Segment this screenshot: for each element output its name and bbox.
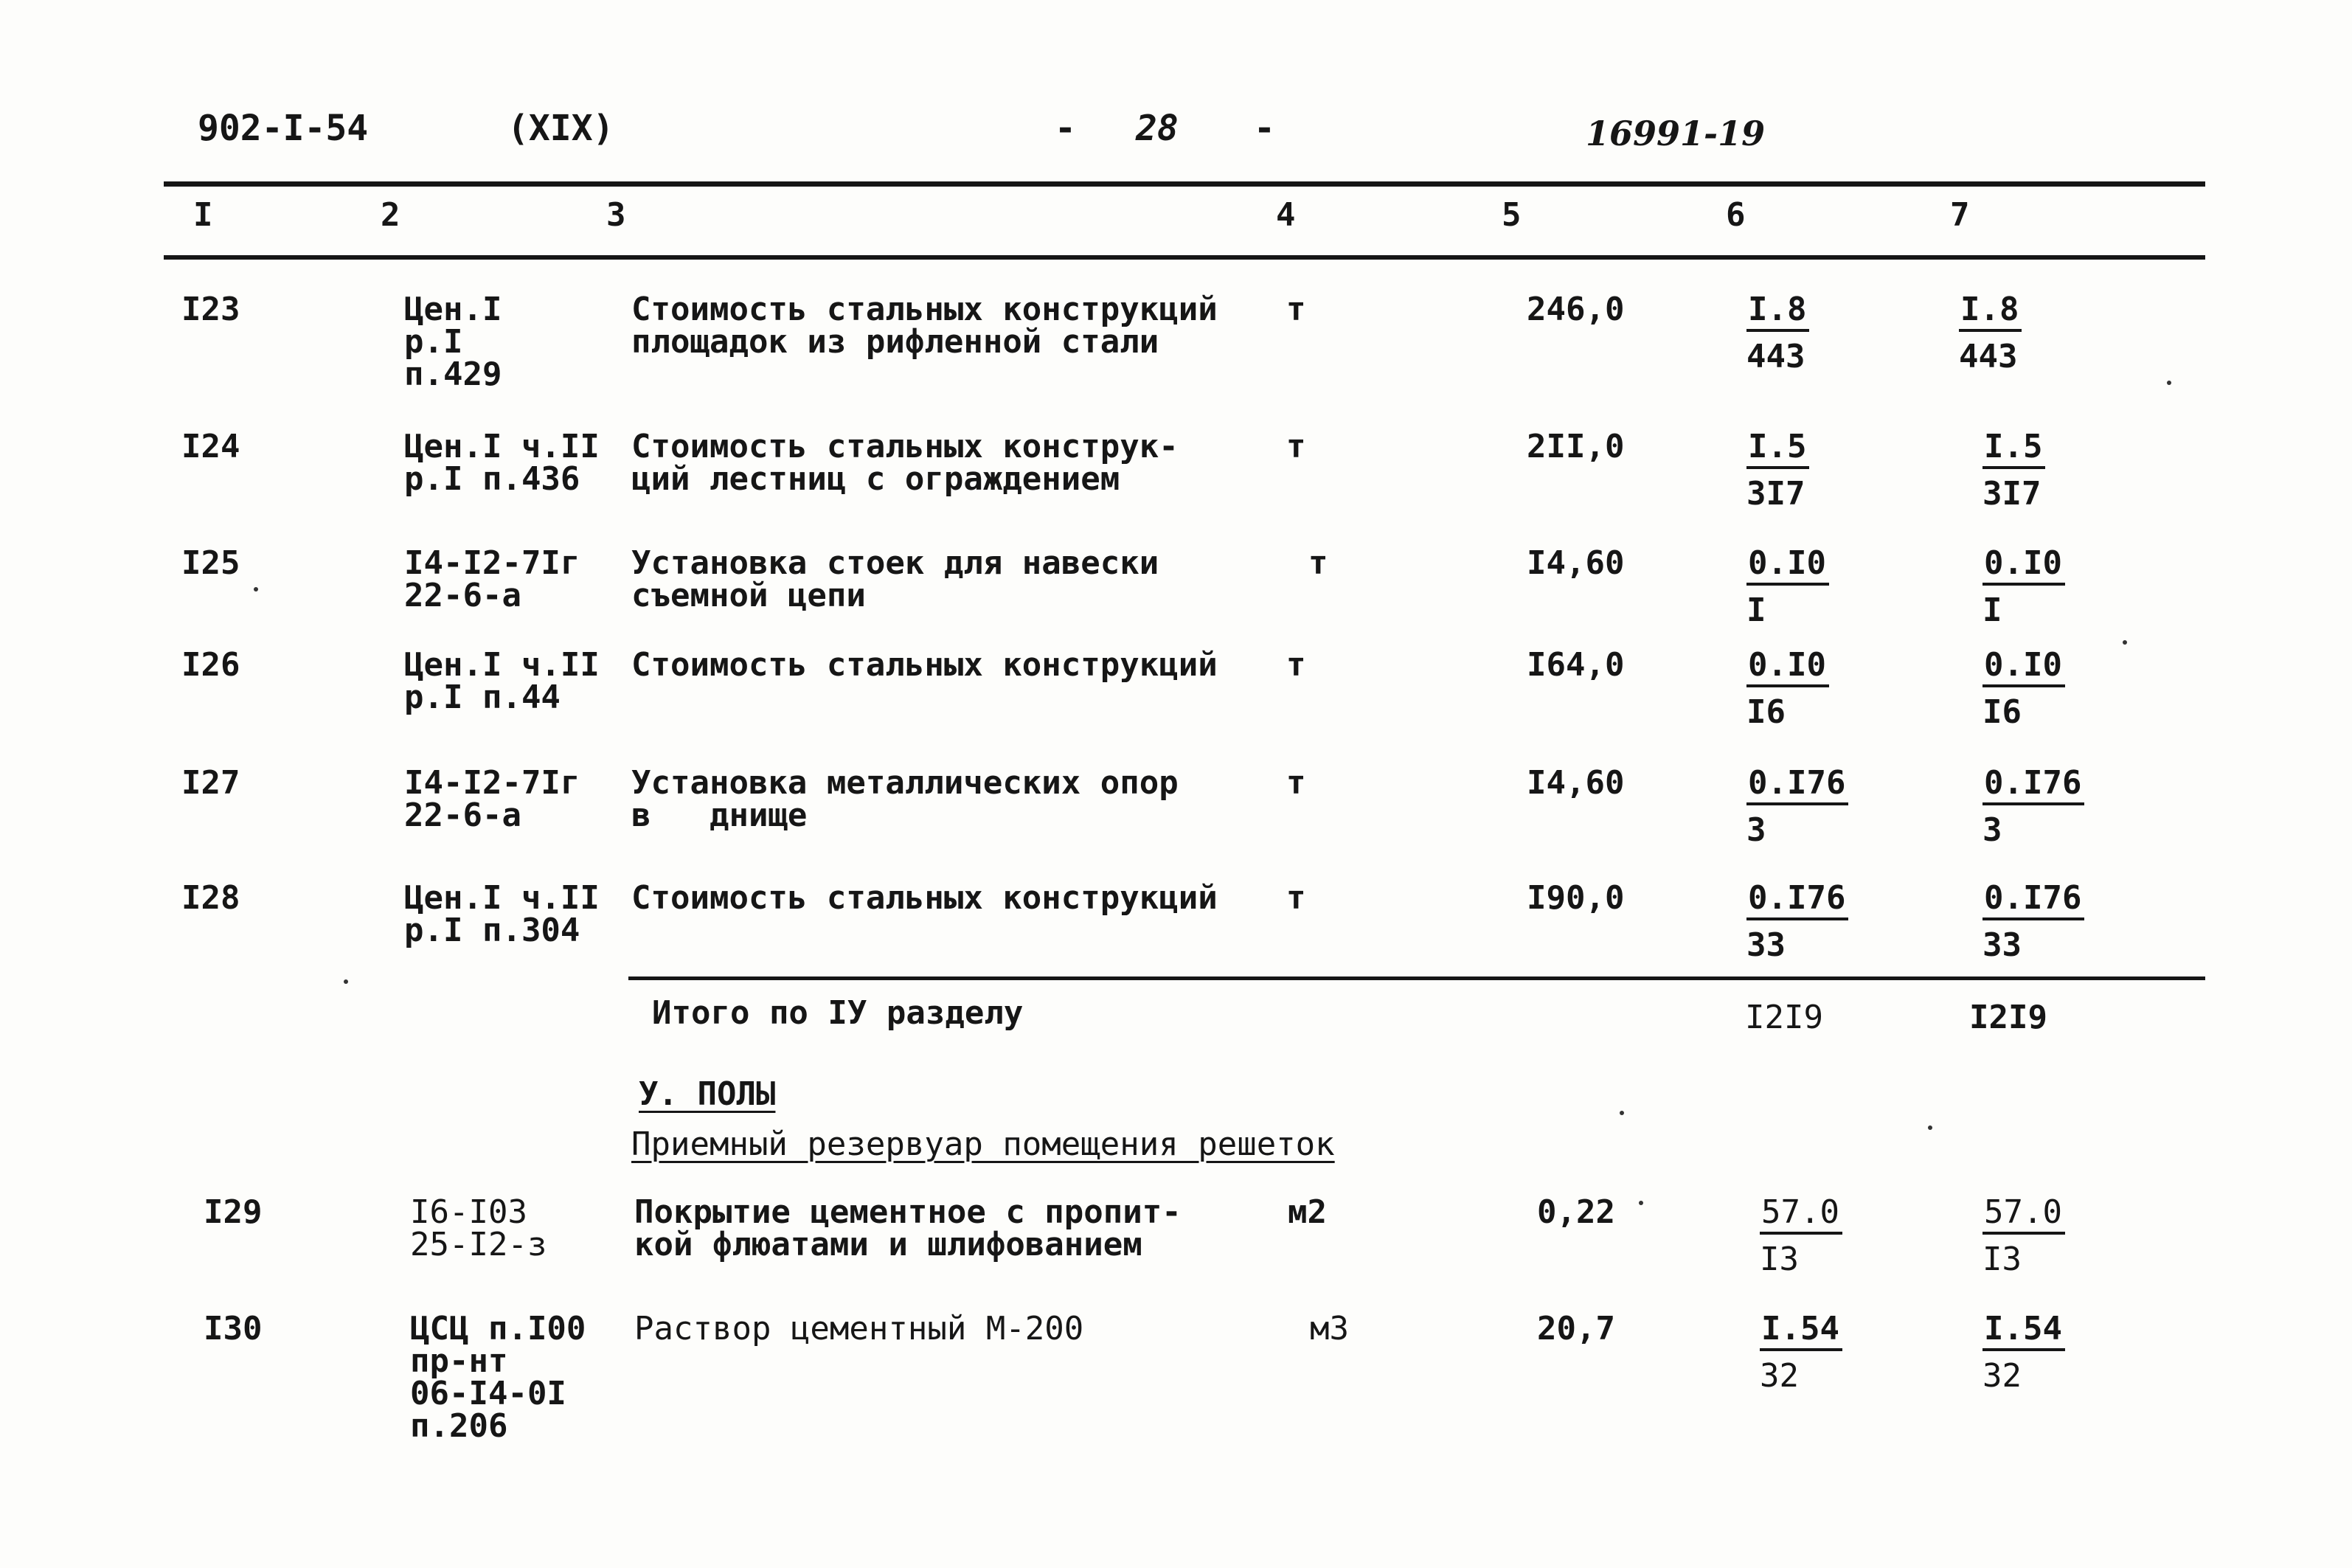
unit: т [1308, 544, 1328, 582]
page-number-dash-right: - [1254, 108, 1275, 149]
quantity: 0,22 [1537, 1193, 1615, 1231]
scan-speck [1928, 1125, 1932, 1130]
total-cost-fraction [1982, 428, 2045, 513]
column-number-2: 2 [381, 196, 400, 234]
fraction-bottom: 3I7 [1982, 475, 2041, 513]
unit-cost-fraction [1760, 1310, 1842, 1395]
fraction-bottom: I6 [1982, 693, 2022, 731]
unit: м2 [1288, 1193, 1327, 1231]
table-top-rule [164, 181, 2205, 187]
fraction-top: I.54 [1760, 1313, 1842, 1351]
quantity: I4,60 [1527, 764, 1625, 802]
fraction-top: 0.I0 [1746, 547, 1829, 586]
quantity: I64,0 [1527, 646, 1625, 684]
total-cost-fraction [1982, 879, 2084, 964]
unit: т [1286, 646, 1306, 684]
row-number: I27 [181, 764, 240, 802]
column-number-3: 3 [606, 196, 626, 234]
fraction-bottom: 3 [1746, 811, 1766, 849]
fraction-top: 57.0 [1982, 1196, 2065, 1235]
unit: т [1286, 428, 1306, 465]
scan-speck [1639, 1201, 1643, 1205]
scan-speck [344, 979, 348, 984]
fraction-top: 0.I76 [1982, 767, 2084, 805]
fraction-bottom: 3I7 [1746, 475, 1805, 513]
unit: т [1286, 879, 1306, 917]
fraction-top: I.8 [1746, 294, 1809, 332]
page-number-dash-left: - [1055, 108, 1076, 149]
work-description: Стоимость стальных конструкций [631, 879, 1218, 917]
norm-code: Цен.I ч.II р.I п.44 [404, 646, 600, 716]
row-number: I25 [181, 544, 240, 582]
scan-speck [2123, 640, 2127, 645]
scan-speck [2167, 381, 2171, 385]
norm-code: I4-I2-7Iг 22-6-а [404, 764, 580, 834]
column-number-1: I [193, 196, 213, 234]
fraction-bottom: I3 [1982, 1241, 2022, 1278]
fraction-top: 0.I0 [1982, 547, 2065, 586]
work-description: Стоимость стальных конструкций площадок из рифленной стали [631, 291, 1218, 361]
section-title: У. ПОЛЫ [639, 1075, 776, 1113]
fraction-bottom: 33 [1982, 926, 2022, 964]
volume-number: (XIX) [507, 108, 614, 149]
section-total-cost: I2I9 [1969, 999, 2047, 1036]
unit-cost-fraction [1746, 646, 1829, 731]
fraction-top: 0.I76 [1982, 882, 2084, 920]
work-description: Стоимость стальных конструкций [631, 646, 1218, 684]
unit-cost-fraction [1760, 1193, 1842, 1278]
fraction-bottom: 443 [1746, 338, 1805, 375]
norm-code: Цен.I ч.II р.I п.436 [404, 428, 600, 498]
fraction-top: I.54 [1982, 1313, 2065, 1351]
norm-code: I4-I2-7Iг 22-6-а [404, 544, 580, 614]
norm-code: Цен.I р.I п.429 [404, 291, 502, 393]
fraction-bottom: 32 [1982, 1357, 2022, 1395]
quantity: I4,60 [1527, 544, 1625, 582]
total-cost-fraction [1982, 544, 2065, 629]
fraction-top: 57.0 [1760, 1196, 1842, 1235]
total-cost-fraction [1982, 764, 2084, 849]
unit-cost-fraction [1746, 428, 1809, 513]
quantity: 2II,0 [1527, 428, 1625, 465]
work-description: Стоимость стальных конструк- ций лестниц с ограждением [631, 428, 1179, 498]
total-cost-fraction [1959, 291, 2022, 375]
fraction-top: 0.I76 [1746, 767, 1848, 805]
row-number: I29 [204, 1193, 263, 1231]
norm-code: I6-I03 25-I2-з [410, 1193, 547, 1263]
work-description: Установка металлических опор в днище [631, 764, 1179, 834]
fraction-bottom: I [1982, 592, 2002, 629]
row-number: I24 [181, 428, 240, 465]
document-code: 902-I-54 [198, 108, 369, 149]
fraction-top: 0.I76 [1746, 882, 1848, 920]
row-number: I26 [181, 646, 240, 684]
unit-cost-fraction [1746, 764, 1848, 849]
fraction-bottom: I3 [1760, 1241, 1799, 1278]
section-total-unit-cost: I2I9 [1745, 999, 1823, 1036]
unit-cost-fraction [1746, 879, 1848, 964]
fraction-bottom: 33 [1746, 926, 1786, 964]
fraction-bottom: 443 [1959, 338, 2018, 375]
column-number-7: 7 [1950, 196, 1970, 234]
unit: м3 [1310, 1310, 1349, 1347]
unit-cost-fraction [1746, 544, 1829, 629]
fraction-bottom: 32 [1760, 1357, 1799, 1395]
row-number: I28 [181, 879, 240, 917]
row-number: I23 [181, 291, 240, 328]
subtotal-rule [628, 976, 2205, 980]
page-number: 28 [1136, 108, 1179, 149]
fraction-bottom: I6 [1746, 693, 1786, 731]
unit: т [1286, 291, 1306, 328]
norm-code: Цен.I ч.II р.I п.304 [404, 879, 600, 949]
fraction-top: 0.I0 [1746, 649, 1829, 687]
handwritten-reference: 16991-19 [1586, 114, 1766, 153]
total-cost-fraction [1982, 646, 2065, 731]
fraction-top: I.5 [1746, 431, 1809, 469]
total-cost-fraction [1982, 1310, 2065, 1395]
quantity: 246,0 [1527, 291, 1625, 328]
fraction-bottom: 3 [1982, 811, 2002, 849]
scan-speck [1620, 1111, 1624, 1115]
column-number-6: 6 [1726, 196, 1746, 234]
column-number-5: 5 [1502, 196, 1522, 234]
quantity: 20,7 [1537, 1310, 1615, 1347]
header-bottom-rule [164, 255, 2205, 260]
fraction-top: I.5 [1982, 431, 2045, 469]
total-cost-fraction [1982, 1193, 2065, 1278]
row-number: I30 [204, 1310, 263, 1347]
work-description: Установка стоек для навески съемной цепи [631, 544, 1159, 614]
fraction-top: 0.I0 [1982, 649, 2065, 687]
work-description: Покрытие цементное с пропит- кой флюатами и шлифованием [634, 1193, 1182, 1263]
scan-speck [254, 587, 258, 592]
unit-cost-fraction [1746, 291, 1809, 375]
section-total-label: Итого по IУ разделу [652, 994, 1024, 1032]
unit: т [1286, 764, 1306, 802]
work-description: Раствор цементный М-200 [634, 1310, 1084, 1347]
fraction-top: I.8 [1959, 294, 2022, 332]
column-number-4: 4 [1276, 196, 1296, 234]
section-subtitle: Приемный резервуар помещения решеток [631, 1125, 1335, 1163]
norm-code: ЦСЦ п.I00 пр-нт 06-I4-0I п.206 [410, 1310, 586, 1445]
quantity: I90,0 [1527, 879, 1625, 917]
fraction-bottom: I [1746, 592, 1766, 629]
